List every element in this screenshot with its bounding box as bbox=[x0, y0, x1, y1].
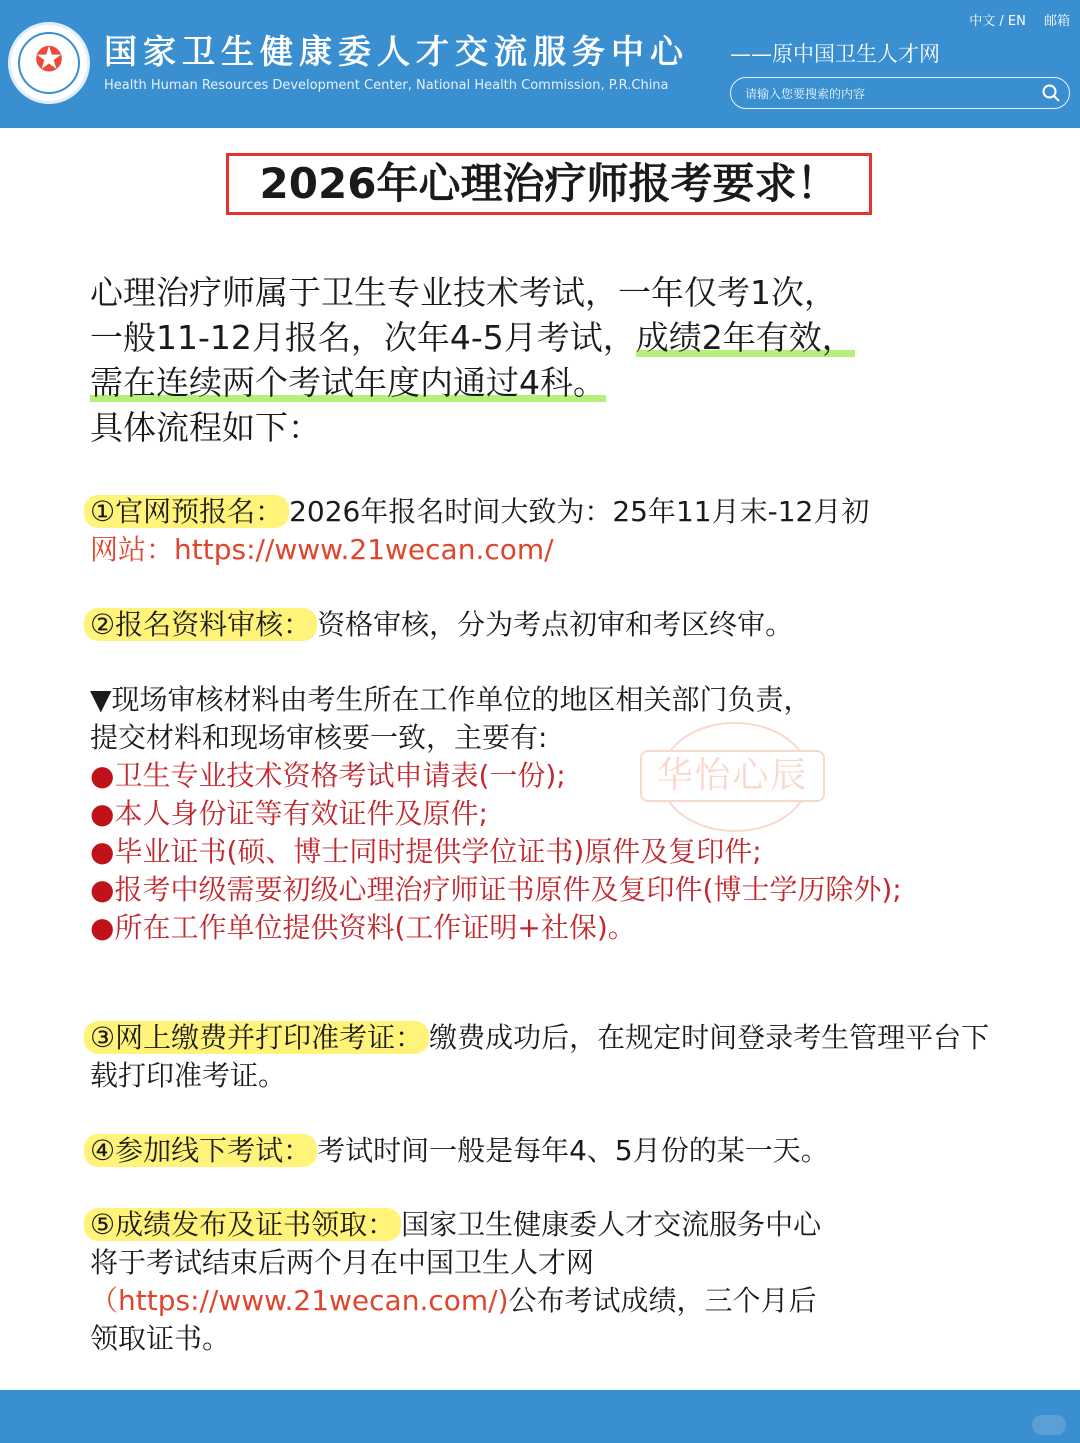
language-switch-link[interactable]: 中文 / EN bbox=[969, 14, 1026, 29]
material-item: ●毕业证书(硕、博士同时提供学位证书)原件及复印件; bbox=[90, 835, 762, 868]
step-label: ④参加线下考试： bbox=[84, 1134, 317, 1167]
website-link[interactable]: 网站：https://www.21wecan.com/ bbox=[90, 533, 554, 566]
step-text: 将于考试结束后两个月在中国卫生人才网 bbox=[90, 1246, 595, 1279]
material-item: ●报考中级需要初级心理治疗师证书原件及复印件(博士学历除外); bbox=[90, 873, 902, 906]
step-text: 缴费成功后，在规定时间登录考生管理平台下载打印准考证。 bbox=[90, 1021, 990, 1092]
header-links bbox=[955, 10, 1070, 29]
bullet-icon: ● bbox=[90, 759, 115, 792]
mail-link[interactable]: 邮箱 bbox=[1043, 14, 1070, 29]
step-text: 2026年报名时间大致为：25年11月末-12月初 bbox=[289, 495, 870, 528]
materials-section bbox=[90, 681, 995, 947]
intro-line bbox=[90, 315, 995, 360]
bullet-icon: ● bbox=[90, 873, 115, 906]
intro-line: 具体流程如下： bbox=[90, 408, 321, 447]
site-former-name: ——原中国卫生人才网 bbox=[730, 42, 940, 66]
site-title: 国家卫生健康委人才交流服务中心 bbox=[104, 32, 689, 71]
website-link[interactable]: （https://www.21wecan.com/) bbox=[90, 1284, 509, 1317]
step-text: 考试时间一般是每年4、5月份的某一天。 bbox=[317, 1134, 829, 1167]
search-box bbox=[730, 77, 1070, 109]
material-item: ●所在工作单位提供资料(工作证明+社保)。 bbox=[90, 911, 636, 944]
site-subtitle: Health Human Resources Development Center, National Health Commission, P.R.China bbox=[104, 78, 669, 93]
bullet-icon: ● bbox=[90, 797, 115, 830]
step-1 bbox=[90, 493, 995, 569]
step-text: 领取证书。 bbox=[90, 1322, 231, 1355]
intro-line bbox=[90, 360, 995, 405]
step-5 bbox=[90, 1206, 995, 1358]
step-label: ②报名资料审核： bbox=[84, 608, 317, 641]
site-logo[interactable] bbox=[8, 22, 90, 104]
intro-paragraph bbox=[90, 270, 995, 450]
step-label: ①官网预报名： bbox=[84, 495, 289, 528]
intro-text: 一般11-12月报名，次年4-5月考试， bbox=[90, 318, 636, 357]
material-item: ●卫生专业技术资格考试申请表(一份); bbox=[90, 759, 566, 792]
materials-intro: ▼现场审核材料由考生所在工作单位的地区相关部门负责， bbox=[90, 683, 812, 716]
step-3 bbox=[90, 1019, 995, 1095]
materials-intro: 提交材料和现场审核要一致，主要有: bbox=[90, 721, 548, 754]
step-text: 国家卫生健康委人才交流服务中心 bbox=[401, 1208, 822, 1241]
badge-icon bbox=[1032, 1415, 1066, 1435]
intro-line: 心理治疗师属于卫生专业技术考试，一年仅考1次， bbox=[90, 273, 837, 312]
highlight-text: 需在连续两个考试年度内通过4科。 bbox=[90, 363, 606, 402]
search-input[interactable] bbox=[743, 83, 1027, 105]
step-label: ③网上缴费并打印准考证： bbox=[84, 1021, 429, 1054]
site-header bbox=[0, 0, 1080, 128]
page-title: 2026年心理治疗师报考要求！ bbox=[226, 153, 872, 215]
footer-bar bbox=[0, 1390, 1080, 1443]
step-4 bbox=[90, 1132, 995, 1170]
step-label: ⑤成绩发布及证书领取： bbox=[84, 1208, 401, 1241]
step-text: 公布考试成绩，三个月后 bbox=[508, 1284, 817, 1317]
step-text: 资格审核，分为考点初审和考区终审。 bbox=[317, 608, 794, 641]
material-item: ●本人身份证等有效证件及原件; bbox=[90, 797, 488, 830]
bullet-icon: ● bbox=[90, 911, 115, 944]
highlight-text: 成绩2年有效， bbox=[635, 318, 855, 357]
watermark-text: 华怡心辰 bbox=[640, 750, 825, 802]
step-2 bbox=[90, 606, 995, 644]
logo-star-icon: ✪ bbox=[34, 40, 64, 80]
search-icon[interactable] bbox=[1041, 83, 1061, 103]
bullet-icon: ● bbox=[90, 835, 115, 868]
